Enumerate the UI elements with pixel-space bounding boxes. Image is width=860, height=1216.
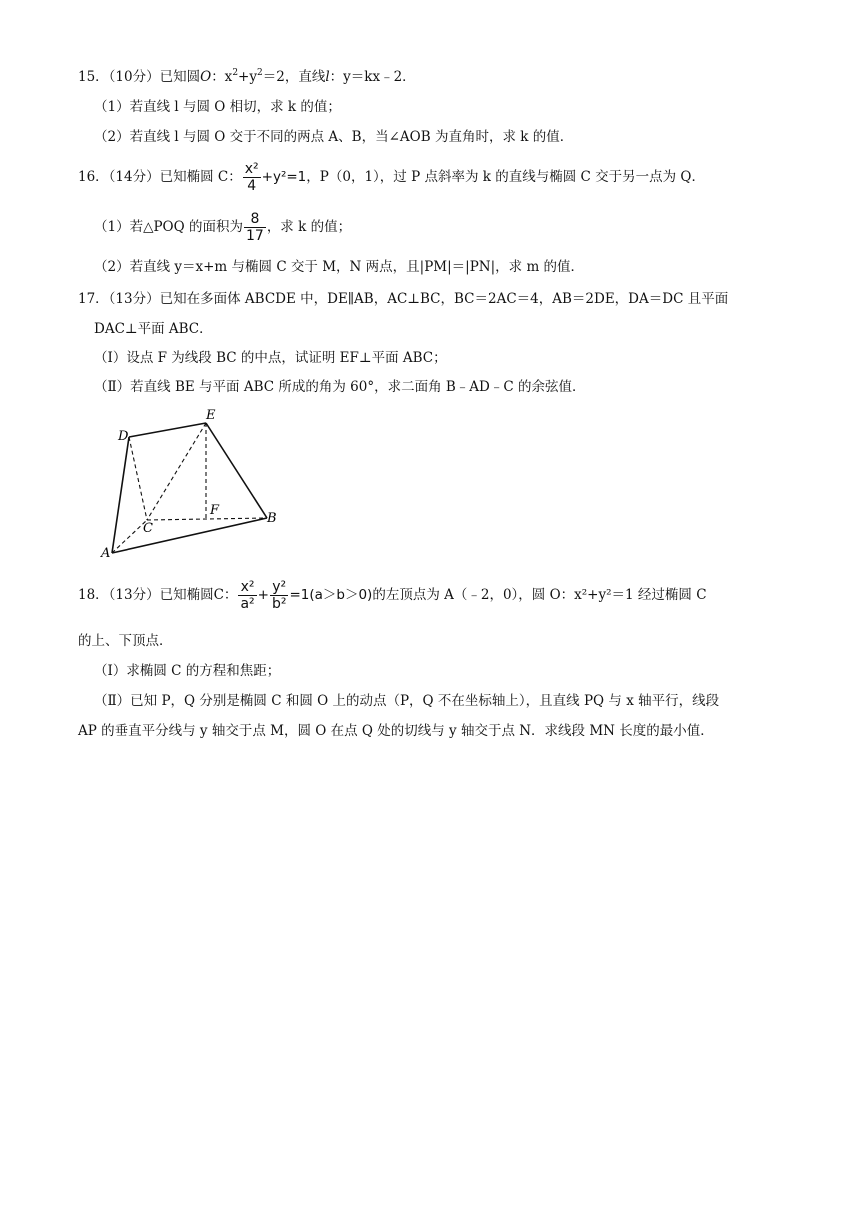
q17-part2: （Ⅱ）若直线 BE 与平面 ABC 所成的角为 60°，求二面角 B﹣AD﹣C 的余弦值． xyxy=(94,379,586,395)
polyhedron-figure xyxy=(98,404,288,560)
label-E: E xyxy=(206,408,216,423)
q16-ellipse-rest: +y²=1 xyxy=(261,169,307,185)
q15-line-name: l xyxy=(325,69,330,85)
q18-tail: 的左顶点为 A（﹣2，0），圆 O：x²+y²＝1 经过椭圆 C xyxy=(372,587,707,603)
q16-head: 16．（14分）已知椭圆 C： xyxy=(78,169,242,185)
q16-stem xyxy=(78,160,705,194)
q18-part1: （Ⅰ）求椭圆 C 的方程和焦距； xyxy=(94,663,281,679)
q18-frac-y-den: b² xyxy=(271,596,287,612)
q18-frac-x-den: a² xyxy=(240,596,255,612)
q18-frac-x-num: x² xyxy=(238,579,256,596)
q18-frac-y xyxy=(270,579,289,612)
q15-head: 15．（10分）已知圆 xyxy=(78,69,201,85)
edge-DA xyxy=(112,437,129,553)
label-D: D xyxy=(118,429,129,444)
edge-DE xyxy=(129,423,206,437)
label-B: B xyxy=(267,511,277,526)
q17-part1: （Ⅰ）设点 F 为线段 BC 的中点，试证明 EF⊥平面 ABC； xyxy=(94,350,447,366)
edge-DC xyxy=(129,437,147,520)
q18-stem-line2: 的上、下顶点． xyxy=(78,633,173,649)
q18-frac-x xyxy=(238,579,256,612)
edge-CB xyxy=(147,518,267,520)
q16-tail: ，P（0，1），过 P 点斜率为 k 的直线与椭圆 C 交于另一点为 Q． xyxy=(306,169,705,185)
q16-part2: （2）若直线 y＝x+m 与椭圆 C 交于 M，N 两点，且|PM|＝|PN|，求 m 的值． xyxy=(94,259,585,275)
q15-part1: （1）若直线 l 与圆 O 相切，求 k 的值； xyxy=(94,99,341,115)
q16-part1-b: ，求 k 的值； xyxy=(266,219,352,235)
edge-AC xyxy=(112,520,147,553)
label-A: A xyxy=(101,546,111,560)
edge-AB xyxy=(112,518,267,553)
q18-head: 18．（13分）已知椭圆C： xyxy=(78,587,238,603)
q17-stem-line2: DAC⊥平面 ABC． xyxy=(94,321,213,337)
q16-ellipse-num: x² xyxy=(244,161,259,177)
q18-plus: + xyxy=(257,587,269,603)
q16-area-fraction xyxy=(244,211,266,244)
q15-line-eq: ：y＝kx﹣2． xyxy=(329,69,416,85)
q15-circle-name: O xyxy=(200,69,212,85)
q16-area-den: 17 xyxy=(245,228,264,244)
q18-part2-line2: AP 的垂直平分线与 y 轴交于点 M，圆 O 在点 Q 处的切线与 y 轴交于点 N．求线段 MN 长度的最小值． xyxy=(78,723,714,739)
q18-eq-rest: =1(a＞b＞0) xyxy=(289,587,373,603)
q16-ellipse-fraction xyxy=(243,161,261,194)
q15-part2: （2）若直线 l 与圆 O 交于不同的两点 A、B，当∠AOB 为直角时，求 k 的值． xyxy=(94,129,574,145)
label-C: C xyxy=(143,521,153,536)
q15-circle-eq-a: ：x xyxy=(211,69,233,85)
label-F: F xyxy=(210,503,220,518)
q15-circle-eq-c: ＝2，直线 xyxy=(262,69,326,85)
q16-part1 xyxy=(94,210,351,244)
q16-part1-a: （1）若△POQ 的面积为 xyxy=(94,219,243,235)
q16-ellipse-den: 4 xyxy=(247,178,257,194)
q16-area-num: 8 xyxy=(244,211,266,228)
edge-EC xyxy=(147,423,206,520)
q15-stem: 15．（10分）已知圆O：$x^2+y^2=2$，直线l：y＝kx﹣2． xyxy=(78,68,416,85)
q18-stem xyxy=(78,578,707,612)
q15-circle-eq-b: +y xyxy=(238,69,257,85)
q18-frac-y-num: y² xyxy=(270,579,289,596)
q17-stem-line1: 17．（13分）已知在多面体 ABCDE 中，DE∥AB，AC⊥BC，BC＝2AC＝4，AB＝2DE，DA＝DC 且平面 xyxy=(78,291,729,307)
q18-part2-line1: （Ⅱ）已知 P，Q 分别是椭圆 C 和圆 O 上的动点（P，Q 不在坐标轴上），且直线 PQ 与 x 轴平行，线段 xyxy=(94,693,720,709)
